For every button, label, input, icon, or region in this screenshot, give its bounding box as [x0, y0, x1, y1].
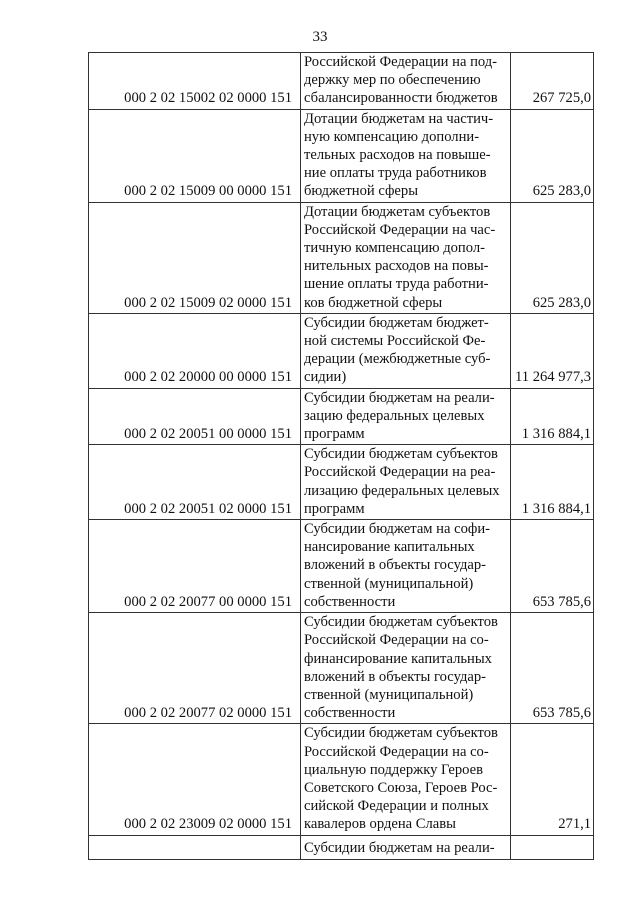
description-line: программ [304, 500, 365, 517]
table-row [89, 53, 594, 110]
description-line: держку мер по обеспечению [304, 72, 481, 89]
description-line: Субсидии бюджетам на софи- [304, 521, 491, 538]
budget-code: 000 2 02 15009 00 0000 151 [89, 109, 301, 202]
description-line: Российской Федерации на час- [304, 221, 496, 238]
table-row [89, 613, 594, 724]
amount: 11 264 977,3 [511, 313, 594, 388]
description-line: Российской Федерации на со- [304, 632, 489, 649]
description [301, 313, 511, 388]
description-line: бюджетной сферы [304, 183, 419, 200]
amount: 625 283,0 [511, 109, 594, 202]
description-line: нительных расходов на повы- [304, 258, 489, 275]
budget-code: 000 2 02 20077 00 0000 151 [89, 520, 301, 613]
description [301, 724, 511, 835]
budget-code: 000 2 02 20077 02 0000 151 [89, 613, 301, 724]
table-row [89, 445, 594, 520]
description [301, 202, 511, 313]
description-line: вложений в объекты государ- [304, 557, 487, 574]
budget-code: 000 2 02 15009 02 0000 151 [89, 202, 301, 313]
budget-code: 000 2 02 15002 02 0000 151 [89, 53, 301, 110]
table-row-continued [89, 835, 594, 859]
budget-code: 000 2 02 20051 02 0000 151 [89, 445, 301, 520]
description-line: сбалансированности бюджетов [304, 90, 498, 107]
description-line: Дотации бюджетам субъектов [304, 203, 491, 220]
description [301, 388, 511, 445]
description [301, 613, 511, 724]
description-line: циальную поддержку Героев [304, 761, 483, 778]
description-line: лизацию федеральных целевых [304, 482, 500, 499]
description-line: Российской Федерации на со- [304, 743, 489, 760]
description-line: Субсидии бюджетам на реали- [304, 840, 495, 857]
amount: 1 316 884,1 [511, 388, 594, 445]
description-line: программ [304, 426, 365, 443]
description-line: Субсидии бюджетам субъектов [304, 446, 498, 463]
description-line: сийской Федерации и полных [304, 798, 489, 815]
budget-table [88, 52, 594, 860]
description-line: ственной (муниципальной) [304, 575, 474, 592]
description-line: финансирование капитальных [304, 650, 492, 667]
description-line: сидии) [304, 369, 347, 386]
description-line: шение оплаты труда работни- [304, 276, 489, 293]
amount: 653 785,6 [511, 613, 594, 724]
table-row [89, 313, 594, 388]
table-row [89, 520, 594, 613]
description-line: ственной (муниципальной) [304, 686, 474, 703]
description-line: Советского Союза, Героев Рос- [304, 779, 498, 796]
description-line: Субсидии бюджетам субъектов [304, 725, 498, 742]
description-line: кавалеров ордена Славы [304, 816, 456, 833]
amount [511, 835, 594, 859]
description [301, 835, 511, 859]
description-line: собственности [304, 593, 396, 610]
description-line: нансирование капитальных [304, 539, 475, 556]
description-line: Субсидии бюджетам на реали- [304, 389, 495, 406]
table-row [89, 388, 594, 445]
amount: 271,1 [511, 724, 594, 835]
amount: 625 283,0 [511, 202, 594, 313]
description-line: Дотации бюджетам на частич- [304, 110, 494, 127]
description-line: Российской Федерации на под- [304, 54, 498, 70]
description [301, 53, 511, 110]
budget-code: 000 2 02 23009 02 0000 151 [89, 724, 301, 835]
description-line: дерации (межбюджетные суб- [304, 351, 491, 368]
amount: 653 785,6 [511, 520, 594, 613]
description-line: Российской Федерации на реа- [304, 464, 496, 481]
budget-code: 000 2 02 20051 00 0000 151 [89, 388, 301, 445]
table-row [89, 202, 594, 313]
description-line: ную компенсацию дополни- [304, 128, 480, 145]
description-line: зацию федеральных целевых [304, 407, 485, 424]
page-number: 33 [312, 29, 328, 45]
description-line: Субсидии бюджетам субъектов [304, 614, 498, 631]
table-row [89, 109, 594, 202]
description [301, 109, 511, 202]
amount: 267 725,0 [511, 53, 594, 110]
description-line: вложений в объекты государ- [304, 668, 487, 685]
description-line: ков бюджетной сферы [304, 294, 443, 311]
description-line: ние оплаты труда работников [304, 165, 487, 182]
budget-code: 000 2 02 20000 00 0000 151 [89, 313, 301, 388]
description-line: тельных расходов на повыше- [304, 147, 491, 164]
description-line: тичную компенсацию допол- [304, 240, 485, 257]
description-line: Субсидии бюджетам бюджет- [304, 314, 489, 331]
table-row [89, 724, 594, 835]
budget-code [89, 835, 301, 859]
amount: 1 316 884,1 [511, 445, 594, 520]
description [301, 520, 511, 613]
description-line: ной системы Российской Фе- [304, 333, 486, 350]
description-line: собственности [304, 705, 396, 722]
description [301, 445, 511, 520]
